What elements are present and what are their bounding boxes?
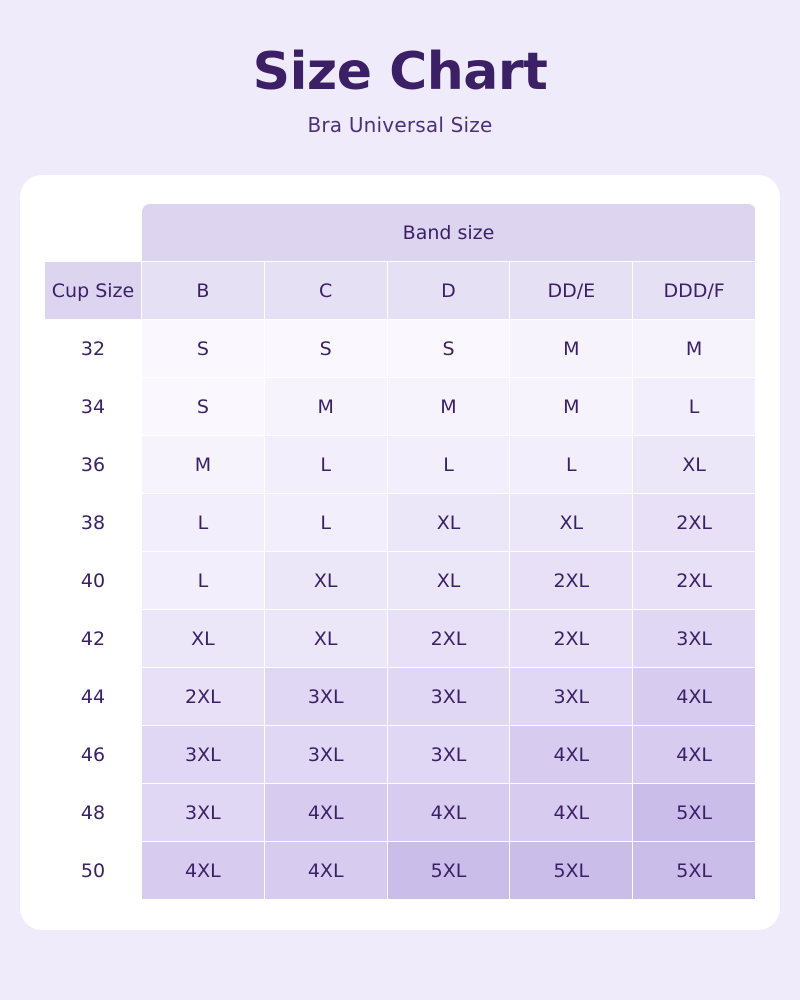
- size-cell: 5XL: [633, 784, 756, 842]
- size-cell: 5XL: [633, 842, 756, 900]
- size-cell: L: [387, 436, 510, 494]
- size-cell: S: [142, 320, 265, 378]
- size-cell: 3XL: [510, 668, 633, 726]
- band-size-header-0: B: [142, 262, 265, 320]
- size-cell: L: [633, 378, 756, 436]
- size-cell: XL: [264, 552, 387, 610]
- table-row: [45, 494, 756, 552]
- size-cell: 3XL: [264, 726, 387, 784]
- size-cell: XL: [264, 610, 387, 668]
- size-cell: 2XL: [142, 668, 265, 726]
- size-cell: M: [387, 378, 510, 436]
- size-cell: 2XL: [510, 610, 633, 668]
- size-cell: S: [264, 320, 387, 378]
- size-cell: L: [142, 494, 265, 552]
- row-label: 40: [45, 552, 142, 610]
- size-cell: 2XL: [633, 552, 756, 610]
- size-cell: XL: [387, 494, 510, 552]
- row-label: 50: [45, 842, 142, 900]
- table-row: [45, 436, 756, 494]
- size-cell: 5XL: [510, 842, 633, 900]
- size-chart-table: [44, 203, 756, 900]
- size-cell: 2XL: [387, 610, 510, 668]
- size-cell: M: [510, 320, 633, 378]
- row-label: 32: [45, 320, 142, 378]
- size-cell: 3XL: [387, 726, 510, 784]
- size-cell: M: [633, 320, 756, 378]
- row-label: 44: [45, 668, 142, 726]
- row-label: 36: [45, 436, 142, 494]
- size-cell: 2XL: [510, 552, 633, 610]
- size-cell: L: [264, 436, 387, 494]
- size-cell: M: [510, 378, 633, 436]
- band-size-header-2: D: [387, 262, 510, 320]
- cup-size-header: Cup Size: [45, 262, 142, 320]
- table-corner-blank: [45, 204, 142, 262]
- table-row: [45, 668, 756, 726]
- row-label: 42: [45, 610, 142, 668]
- size-cell: 3XL: [387, 668, 510, 726]
- size-cell: 4XL: [510, 726, 633, 784]
- size-cell: 3XL: [142, 784, 265, 842]
- size-cell: L: [510, 436, 633, 494]
- band-size-header-1: C: [264, 262, 387, 320]
- page-header: [0, 0, 800, 137]
- size-cell: 4XL: [387, 784, 510, 842]
- row-label: 48: [45, 784, 142, 842]
- band-size-banner: Band size: [142, 204, 756, 262]
- band-size-header-4: DDD/F: [633, 262, 756, 320]
- size-cell: XL: [633, 436, 756, 494]
- size-cell: 3XL: [264, 668, 387, 726]
- table-row: [45, 610, 756, 668]
- table-row: [45, 378, 756, 436]
- table-banner-row: [45, 204, 756, 262]
- size-cell: 4XL: [264, 784, 387, 842]
- size-cell: M: [264, 378, 387, 436]
- size-cell: 3XL: [142, 726, 265, 784]
- size-cell: M: [142, 436, 265, 494]
- table-row: [45, 726, 756, 784]
- size-cell: XL: [142, 610, 265, 668]
- table-row: [45, 320, 756, 378]
- size-chart-card: [20, 175, 780, 930]
- size-cell: 5XL: [387, 842, 510, 900]
- size-cell: 4XL: [633, 668, 756, 726]
- table-row: [45, 552, 756, 610]
- table-header-row: [45, 262, 756, 320]
- size-cell: 4XL: [633, 726, 756, 784]
- row-label: 38: [45, 494, 142, 552]
- size-cell: 2XL: [633, 494, 756, 552]
- size-cell: XL: [510, 494, 633, 552]
- band-size-header-3: DD/E: [510, 262, 633, 320]
- size-cell: L: [142, 552, 265, 610]
- table-row: [45, 842, 756, 900]
- table-row: [45, 784, 756, 842]
- row-label: 46: [45, 726, 142, 784]
- size-cell: XL: [387, 552, 510, 610]
- size-cell: 4XL: [510, 784, 633, 842]
- row-label: 34: [45, 378, 142, 436]
- size-cell: L: [264, 494, 387, 552]
- page-subtitle: Bra Universal Size: [307, 113, 493, 138]
- size-cell: S: [142, 378, 265, 436]
- size-cell: 4XL: [264, 842, 387, 900]
- size-cell: 3XL: [633, 610, 756, 668]
- size-cell: S: [387, 320, 510, 378]
- size-cell: 4XL: [142, 842, 265, 900]
- page-title: Size Chart: [252, 42, 548, 102]
